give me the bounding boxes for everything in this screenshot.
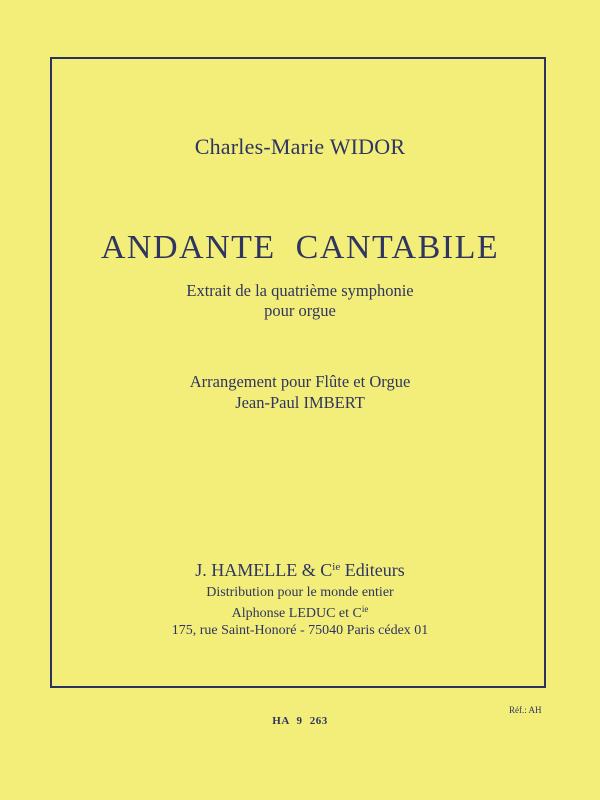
distributor-superscript: ie [361, 604, 369, 614]
subtitle-line-1: Extrait de la quatrième symphonie [186, 281, 414, 300]
publisher-prefix: J. HAMELLE & C [195, 560, 333, 580]
catalog-number: HA 9 263 [272, 715, 328, 727]
arrangement-line-1: Arrangement pour Flûte et Orgue [189, 372, 411, 391]
distribution-address: 175, rue Saint-Honoré - 75040 Paris cédex 01 [171, 623, 429, 638]
publisher-suffix: Editeurs [340, 560, 405, 580]
arranger-name: Jean-Paul IMBERT [235, 393, 365, 412]
distributor-name: Alphonse LEDUC et C [231, 606, 362, 621]
subtitle-line-2: pour orgue [264, 301, 336, 320]
reference-code: Réf.: AH [509, 705, 542, 715]
distribution-line-1: Distribution pour le monde entier [206, 585, 394, 600]
distribution-line-2 [0, 604, 600, 622]
publisher-name [0, 560, 600, 581]
composer-name: Charles-Marie WIDOR [194, 134, 406, 159]
publisher-superscript: ie [332, 561, 341, 573]
work-title: ANDANTE CANTABILE [100, 229, 500, 266]
